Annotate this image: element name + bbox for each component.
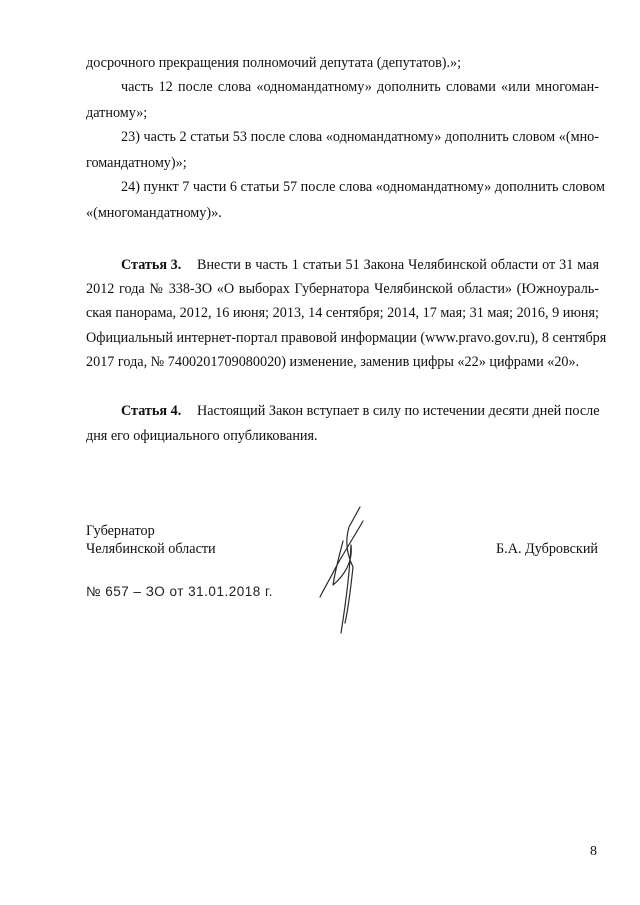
article-3-first-line: Внести в часть 1 статьи 51 Закона Челябинской области от 31 мая — [197, 257, 599, 273]
handwritten-signature — [305, 505, 385, 635]
text-line: 23) часть 2 статьи 53 после слова «одномандатному» дополнить словом «(мно- — [121, 129, 599, 145]
signatory-name: Б.А. Дубровский — [496, 541, 599, 557]
text-line: 2012 года № 338-ЗО «О выборах Губернатора Челябинской области» (Южноураль- — [86, 281, 599, 297]
article-3-label — [121, 256, 181, 274]
text-line: «(многомандатному)». — [86, 205, 222, 221]
article-label: Статья 4. — [121, 403, 182, 419]
text-line: гомандатному)»; — [86, 155, 187, 171]
article-4-label — [121, 402, 181, 420]
text-line: досрочного прекращения полномочий депутата (депутатов).»; — [86, 55, 462, 71]
text-line: ская панорама, 2012, 16 июня; 2013, 14 сентября; 2014, 17 мая; 31 мая; 2016, 9 июня; — [86, 305, 599, 321]
signatory-position: Губернатор — [86, 523, 155, 539]
text-line: Официальный интернет-портал правовой информации (www.pravo.gov.ru), 8 сентября — [86, 330, 607, 346]
text-line: часть 12 после слова «одномандатному» дополнить словами «или многоман- — [121, 79, 599, 95]
signatory-region: Челябинской области — [86, 541, 216, 557]
law-number: № 657 – ЗО от 31.01.2018 г. — [86, 584, 274, 599]
page-number: 8 — [590, 844, 597, 859]
article-4-first-line: Настоящий Закон вступает в силу по истечении десяти дней после — [197, 403, 600, 419]
text-line: 2017 года, № 7400201709080020) изменение, заменив цифры «22» цифрами «20». — [86, 354, 580, 370]
text-line: дня его официального опубликования. — [86, 428, 318, 444]
text-line: 24) пункт 7 части 6 статьи 57 после слова «одномандатному» дополнить словом — [121, 179, 605, 195]
text-line: датному»; — [86, 105, 148, 121]
article-label: Статья 3. — [121, 257, 182, 273]
